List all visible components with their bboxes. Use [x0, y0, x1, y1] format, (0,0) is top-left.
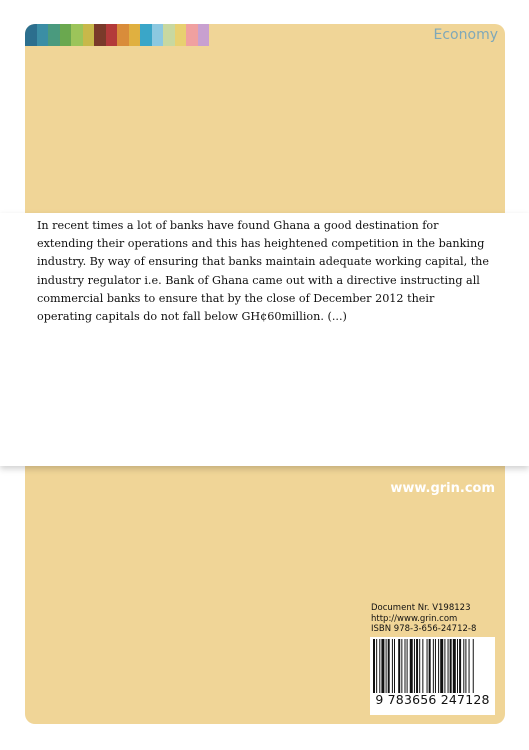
color-stripe — [198, 24, 210, 46]
color-stripe — [60, 24, 72, 46]
color-stripe — [83, 24, 95, 46]
color-stripe — [71, 24, 83, 46]
barcode — [370, 637, 495, 715]
barcode-bars — [373, 639, 492, 693]
color-stripe — [117, 24, 129, 46]
series-label: Economy — [433, 27, 498, 43]
color-stripe — [94, 24, 106, 46]
color-stripe — [129, 24, 141, 46]
document-number: Document Nr. V198123 — [371, 603, 471, 613]
color-stripe — [186, 24, 198, 46]
color-stripe — [140, 24, 152, 46]
color-stripe — [48, 24, 60, 46]
color-stripe — [25, 24, 37, 46]
color-stripe — [163, 24, 175, 46]
document-url: http://www.grin.com — [371, 613, 458, 624]
color-stripe — [37, 24, 49, 46]
color-stripe — [175, 24, 187, 46]
publisher-website: www.grin.com — [390, 481, 495, 496]
barcode-number: 9 783656 247128 — [375, 692, 490, 707]
blurb-text: In recent times a lot of banks have found Ghana a good destination for extending their operations and this has heightened competition in the banking industry. By way of ensuring that banks maintain adequate working capital, the industry regulator i.e. Bank of Ghana came out with a directive instructing all commercial banks to ensure that by the close of December 2012 their operating capitals do not fall below GH¢60million. (...) — [37, 219, 490, 324]
color-stripe — [106, 24, 118, 46]
isbn: ISBN 978-3-656-24712-8 — [371, 624, 477, 634]
color-stripe-bar — [25, 24, 209, 46]
document-info — [371, 603, 476, 635]
color-stripe — [152, 24, 164, 46]
